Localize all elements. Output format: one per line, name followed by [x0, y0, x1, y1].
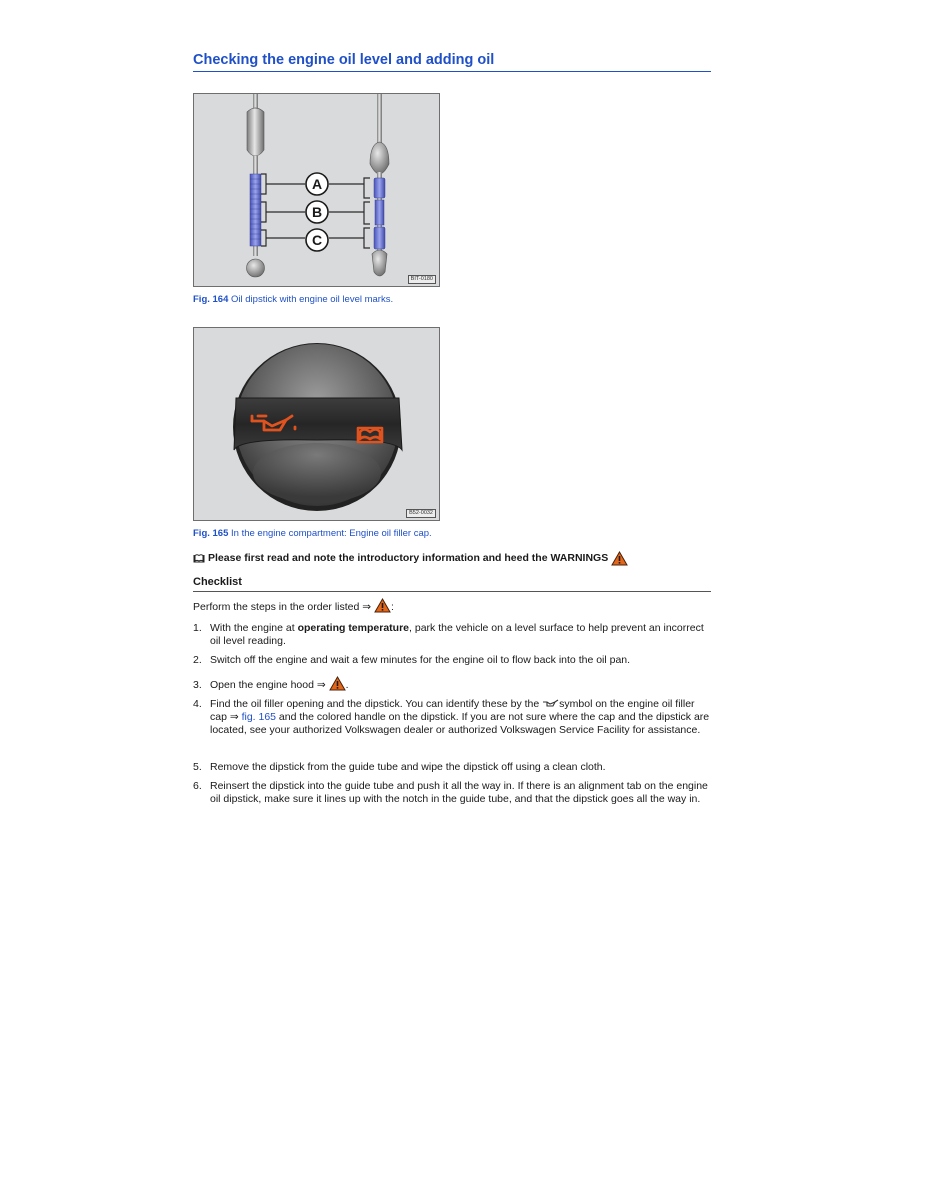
step-text: Open the engine hood ⇒ — [210, 679, 326, 691]
left-dipstick-tip — [247, 259, 265, 277]
step-text: Remove the dipstick from the guide tube and wipe the dipstick off using a clean cloth. — [210, 761, 606, 773]
right-mark-min — [374, 227, 385, 249]
checklist-step — [193, 676, 711, 694]
step-text: With the engine at — [210, 622, 298, 634]
figure-code: BIT-0180 — [408, 275, 436, 284]
left-dipstick-hatched-zone — [250, 174, 261, 246]
dipstick-illustration — [194, 94, 440, 287]
right-mark-max — [374, 178, 385, 198]
step-number: 5. — [193, 761, 202, 773]
checklist-intro-colon: : — [390, 601, 394, 613]
step-bold-text: operating temperature — [297, 622, 410, 634]
dipstick-figure — [193, 93, 440, 287]
page-title: Checking the engine oil level and adding oil — [193, 51, 711, 72]
figure-caption-text: In the engine compartment: Engine oil filler cap. — [231, 528, 432, 539]
step-text: Switch off the engine and wait a few minutes for the engine oil to flow back into the oil pan. — [210, 654, 631, 666]
step-number: 4. — [193, 698, 202, 710]
right-mark-middle — [375, 200, 384, 225]
step-number: 2. — [193, 654, 202, 666]
oil-cap-figure — [193, 327, 440, 521]
intro-note-text: Please first read and note the introductory information and heed the WARNINGS — [208, 552, 609, 564]
book-icon — [193, 553, 205, 563]
checklist-intro-text: Perform the steps in the order listed ⇒ — [193, 601, 372, 613]
level-mark-b — [306, 201, 328, 223]
figure-caption-text: Oil dipstick with engine oil level marks. — [231, 294, 394, 305]
figure-link[interactable]: fig. 165 — [241, 711, 277, 724]
left-dipstick-rod-top — [253, 94, 258, 108]
checklist-step — [193, 622, 711, 648]
step-text: and the colored handle on the dipstick. If you are not sure where the cap and the dipstick are located, see your authorized Volkswagen dealer or authorized Volkswagen Service Facility for assistance. — [210, 711, 710, 737]
figure-caption — [193, 294, 393, 306]
level-mark-c — [306, 229, 328, 251]
warning-icon[interactable] — [329, 676, 346, 691]
checklist-heading: Checklist — [193, 575, 711, 592]
warning-icon[interactable] — [611, 551, 628, 566]
figure-number: Fig. 164 — [193, 294, 229, 305]
figure-caption — [193, 528, 432, 540]
checklist-step — [193, 698, 711, 738]
step-text: Reinsert the dipstick into the guide tube and push it all the way in. If there is an alignment tab on the engine oil dipstick, make sure it lines up with the notch in the guide tube, and that the dipstick goes all the way in. — [210, 780, 708, 806]
checklist-intro — [193, 598, 394, 616]
step-number: 6. — [193, 780, 202, 792]
step-number: 3. — [193, 679, 202, 691]
svg-text:C: C — [311, 232, 323, 248]
right-dipstick-collar — [370, 142, 389, 174]
right-dipstick-tip — [372, 250, 387, 276]
step-text: symbol on the engine oil filler cap ⇒ — [210, 698, 695, 724]
checklist-step — [193, 780, 711, 806]
warning-icon[interactable] — [374, 598, 391, 613]
level-mark-a — [306, 173, 328, 195]
svg-text:A: A — [311, 176, 323, 192]
left-dipstick-handle — [247, 108, 264, 156]
figure-code: B52-0032 — [406, 509, 436, 518]
oil-cap-illustration — [194, 328, 440, 521]
checklist-step — [193, 761, 711, 774]
oil-can-icon — [542, 699, 559, 708]
step-number: 1. — [193, 622, 202, 634]
cap-lower-dome — [253, 443, 381, 503]
figure-number: Fig. 165 — [193, 528, 229, 539]
step-text: . — [345, 679, 349, 691]
svg-text:B: B — [311, 204, 323, 220]
right-dipstick-rod-top — [377, 94, 382, 146]
checklist-step — [193, 654, 711, 667]
step-text: Find the oil filler opening and the dipstick. You can identify these by the — [210, 698, 540, 710]
step-text: , park the vehicle on a level surface to help prevent an incorrect oil level reading. — [210, 622, 704, 648]
intro-note — [193, 549, 628, 567]
